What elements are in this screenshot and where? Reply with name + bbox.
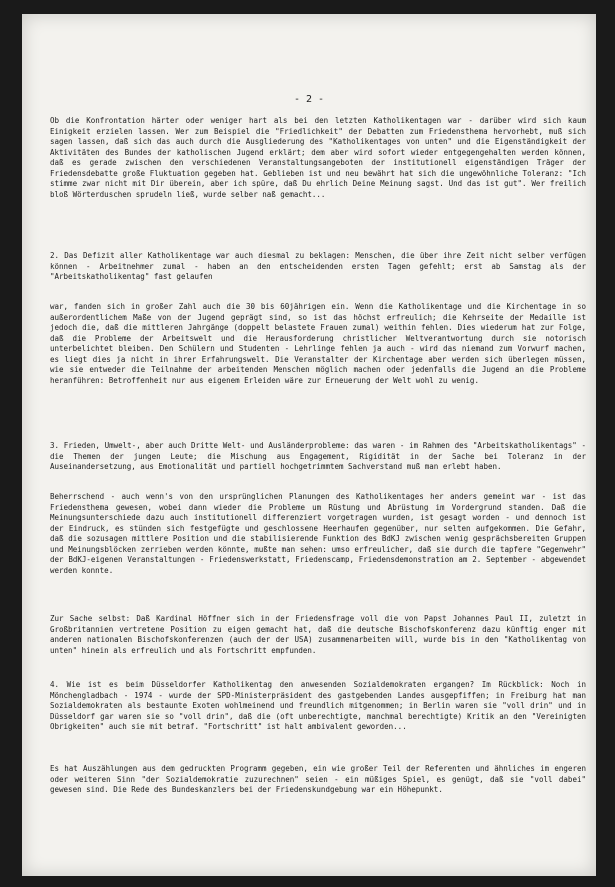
paragraph-peace-theme: Beherrschend - auch wenn's von den ursprünglichen Planungen des Katholikentages her anders gemeint war - ist das Friedensthema gewesen, wobei dann wieder die Probleme um Rüstung und Abrüstung im Vordergrund standen. Daß die Meinungsunterschiede dazu auch institutionell differenziert vorgetragen wurden, ist gesagt worden - und dennoch ist der Eindruck, es stünden sich festgefügte und geschlossene Heerhaufen gegenüber, nur selten aufgekommen. Die Gefahr, daß die sozusagen mittlere Position und die stabilisierende Funktion des BdKJ zwischen wenig gesprächsbereiten Gruppen und Meinungsblöcken zerrieben werden könnte, mußte man sehen: umso erfreulicher, daß sie durch die tapfere "Gegenwehr" der BdKJ-eigenen Veranstaltungen - Friedenswerkstatt, Friedenscamp, Friedensdemonstration am 2. September - abgewendet werden konnte. xyxy=(50,492,586,575)
paragraph-program-count: Es hat Auszählungen aus dem gedruckten Programm gegeben, ein wie großer Teil der Referenten und ähnliches im engeren oder weiteren Sinn "der Sozialdemokratie zuzurechnen" seien - ein müßiges Spiel, es genügt, daß sie "voll dabei" gewesen sind. Die Rede des Bundeskanzlers bei der Friedenskundgebung war ein Höhepunkt. xyxy=(50,764,586,794)
paragraph-deficit: 2. Das Defizit aller Katholikentage war auch diesmal zu beklagen: Menschen, die über ihre Zeit nicht selber verfügen können - Arbeitnehmer zumal - haben an den entscheidenden ersten Tagen gefehlt; erst ab Samstag als der "Arbeitskatholikentag" fast gelaufen xyxy=(50,251,586,281)
paragraph-confrontation: Ob die Konfrontation härter oder weniger hart als bei den letzten Katholikentagen war - darüber wird sich kaum Einigkeit erzielen lassen. Wer zum Beispiel die "Friedlichkeit" der Debatten zum Friedensthema hervorhebt, muß sich sagen lassen, daß sich das auch durch die Ausgliederung des "Katholikentages von unten" und die Eigenständigkeit der Aktivitäten des Bundes der katholischen Jugend erklärt; dem aber wird sofort wieder entgegengehalten werden können, daß es gerade zwischen den verschiedenen Veranstaltungsangeboten der institutionell eigenständigen Träger der Friedensdebatte große Fluktuation gegeben hat. Geblieben ist und neu bewährt hat sich die ungewöhnliche Toleranz: "Ich stimme zwar nicht mit Dir überein, aber ich spüre, daß Du ehrlich Deine Meinung sagst. Und das ist gut". Wer freilich bloß Wörterduschen sprudeln ließ, wurde selber naß gemacht... xyxy=(50,116,586,199)
paragraph-hoeffner: Zur Sache selbst: Daß Kardinal Höffner sich in der Friedensfrage voll die von Papst Johannes Paul II, zuletzt in Großbritannien vertretene Position zu eigen gemacht hat, daß die deutsche Bischofskonferenz dazu künftig enger mit anderen nationalen Bischofskonferenzen (auch der der USA) zusammenarbeiten will, wurde bis in den "Katholikentag von unten" hinein als erfreulich und als Fortschritt empfunden. xyxy=(50,614,586,655)
document-page xyxy=(22,14,596,876)
page-number: - 2 - xyxy=(293,94,325,105)
paragraph-social-democrats: 4. Wie ist es beim Düsseldorfer Katholikentag den anwesenden Sozialdemokraten ergangen? Im Rückblick: Noch in Mönchengladbach - 1974 - wurde der SPD-Ministerpräsident des gastgebenden Landes ausgepfiffen; in Freiburg hat man Sozialdemokraten als bestaunte Exoten wohlmeinend und freundlich mitgenommen; in Berlin waren sie "voll drin" und in Düsseldorf gar waren sie so "voll drin", daß die (oft unberechtigte, manchmal berechtigte) Kritik an den "Vereinigten Obrigkeiten" auch sie mit betraf. "Fortschritt" ist halt ambivalent geworden... xyxy=(50,680,586,731)
paragraph-topics: 3. Frieden, Umwelt-, aber auch Dritte Welt- und Ausländerprobleme: das waren - im Rahmen des "Arbeitskatholikentags" - die Themen der jungen Leute; die Mischung aus Engagement, Rigidität in der Sache bei Toleranz in der Auseinandersetzung, aus Emotionalität und partiell hochgetrimmtem Sachverstand muß man erlebt haben. xyxy=(50,441,586,471)
paragraph-age-groups: war, fanden sich in großer Zahl auch die 30 bis 60jährigen ein. Wenn die Katholikentage und die Kirchentage in so außerordentlichem Maße von der Jugend geprägt sind, so ist das höchst erfreulich; die Kehrseite der Medaille ist jedoch die, daß die mittleren Jahrgänge (doppelt belastete Frauen zumal) weithin fehlen. Dies wiederum hat zur Folge, daß die Probleme der Arbeitswelt und die Herausforderung christlicher Weltverantwortung durch sie notorisch unterbelichtet bleiben. Den Schülern und Studenten - Lehrlinge fehlen ja auch - wird das niemand zum Vorwurf machen, es liegt dies ja nicht in ihrer Erfahrungswelt. Die Veranstalter der Kirchentage aber werden sich überlegen müssen, wie sie entweder die Teilnahme der arbeitenden Menschen möglich machen oder jedenfalls die Jugend an die Probleme heranführen: Betroffenheit nur aus eigenem Erleiden wäre zur Erneuerung der Welt wohl zu wenig. xyxy=(50,302,586,385)
